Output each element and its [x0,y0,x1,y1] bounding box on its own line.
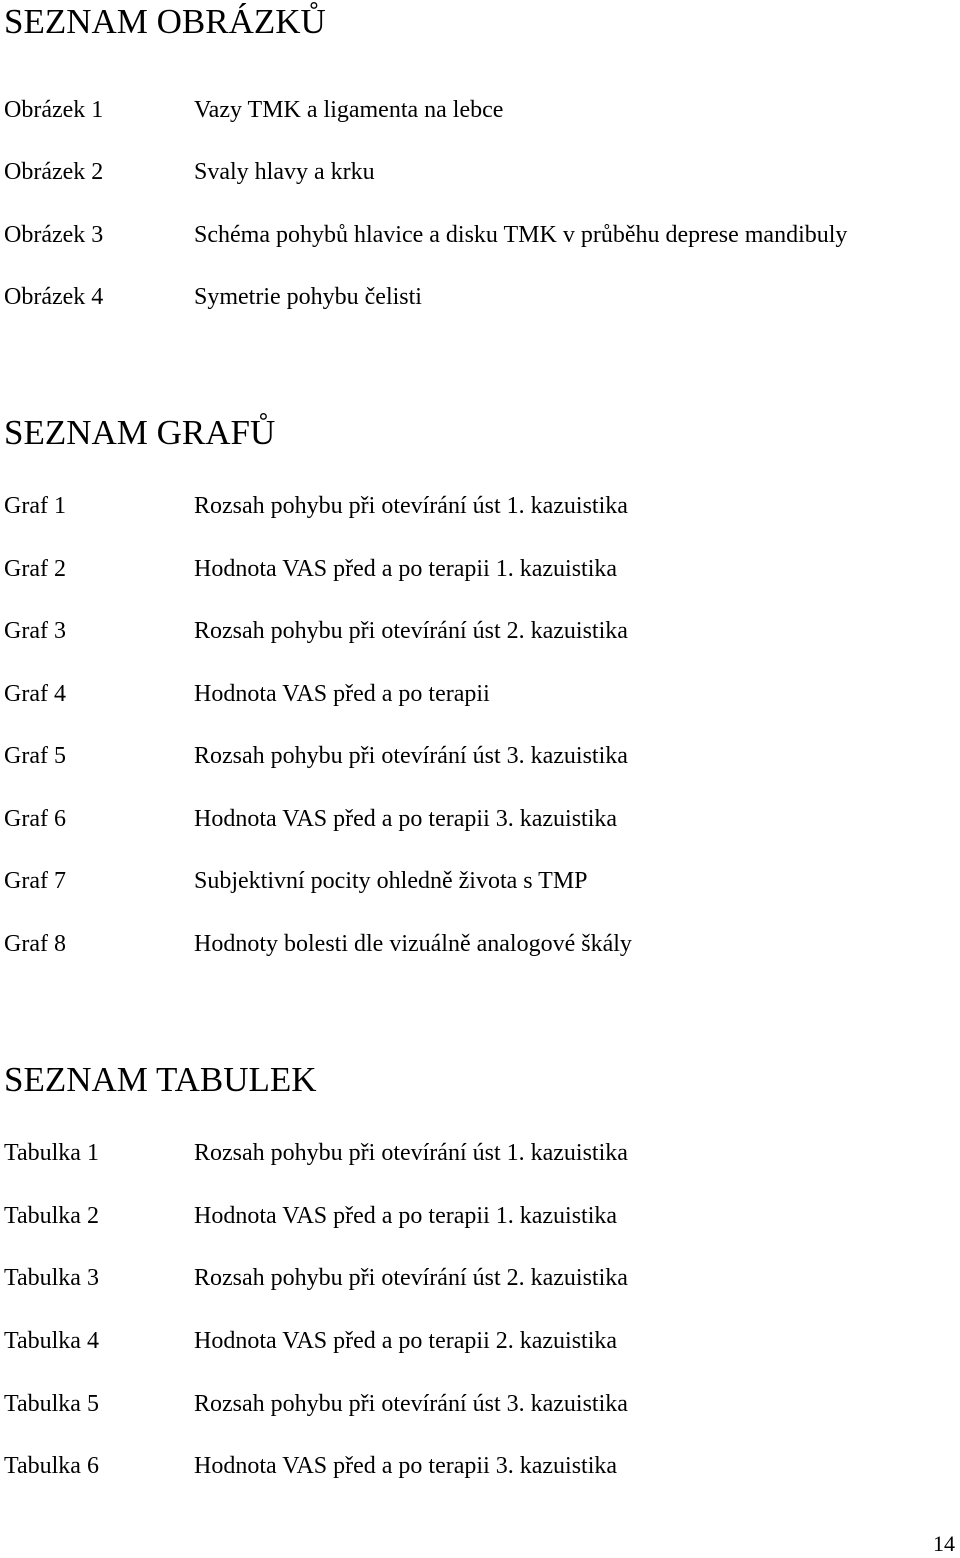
table-entry-5 [0,1388,960,1420]
table-entry-1 [0,1137,960,1169]
figure-title: Symetrie pohybu čelisti [194,284,422,310]
graph-label: Graf 1 [4,493,66,519]
graph-label: Graf 3 [4,618,66,644]
figure-title: Vazy TMK a ligamenta na lebce [194,97,504,123]
table-entry-6 [0,1450,960,1482]
figure-label: Obrázek 1 [4,97,104,123]
graph-entry-2 [0,553,960,585]
page-number: 14 [933,1531,955,1556]
table-label: Tabulka 6 [4,1453,99,1479]
graph-label: Graf 8 [4,931,66,957]
graph-entry-3 [0,615,960,647]
figure-entry-2 [0,156,960,188]
table-title: Hodnota VAS před a po terapii 1. kazuistika [194,1203,618,1229]
table-title: Hodnota VAS před a po terapii 3. kazuistika [194,1453,618,1479]
figure-title: Svaly hlavy a krku [194,159,375,185]
graph-label: Graf 5 [4,743,66,769]
figure-entry-3 [0,219,960,251]
graph-title: Hodnota VAS před a po terapii 1. kazuistika [194,556,618,582]
figure-entry-1 [0,94,960,126]
figures-heading: SEZNAM OBRÁZKŮ [4,2,326,41]
graph-label: Graf 6 [4,806,66,832]
table-title: Rozsah pohybu při otevírání úst 1. kazuistika [194,1140,628,1166]
tables-heading: SEZNAM TABULEK [4,1060,317,1099]
figure-title: Schéma pohybů hlavice a disku TMK v průběhu deprese mandibuly [194,222,848,248]
table-label: Tabulka 3 [4,1265,99,1291]
figure-label: Obrázek 3 [4,222,104,248]
graph-title: Rozsah pohybu při otevírání úst 2. kazuistika [194,618,628,644]
graphs-heading: SEZNAM GRAFŮ [4,413,276,452]
table-label: Tabulka 4 [4,1328,99,1354]
graph-title: Hodnota VAS před a po terapii 3. kazuistika [194,806,618,832]
table-title: Hodnota VAS před a po terapii 2. kazuistika [194,1328,618,1354]
graph-entry-1 [0,490,960,522]
graph-title: Rozsah pohybu při otevírání úst 1. kazuistika [194,493,628,519]
table-entry-3 [0,1262,960,1294]
graph-entry-7 [0,865,960,897]
graph-entry-5 [0,740,960,772]
table-title: Rozsah pohybu při otevírání úst 2. kazuistika [194,1265,628,1291]
figure-label: Obrázek 2 [4,159,104,185]
table-label: Tabulka 5 [4,1391,99,1417]
graph-label: Graf 4 [4,681,66,707]
graph-title: Hodnota VAS před a po terapii [194,681,490,707]
table-label: Tabulka 1 [4,1140,99,1166]
table-entry-2 [0,1200,960,1232]
graph-title: Hodnoty bolesti dle vizuálně analogové škály [194,931,632,957]
figure-entry-4 [0,281,960,313]
graph-label: Graf 2 [4,556,66,582]
graph-title: Subjektivní pocity ohledně života s TMP [194,868,588,894]
table-title: Rozsah pohybu při otevírání úst 3. kazuistika [194,1391,628,1417]
graph-entry-6 [0,803,960,835]
graph-label: Graf 7 [4,868,66,894]
table-entry-4 [0,1325,960,1357]
figure-label: Obrázek 4 [4,284,104,310]
graph-title: Rozsah pohybu při otevírání úst 3. kazuistika [194,743,628,769]
graph-entry-8 [0,928,960,960]
table-label: Tabulka 2 [4,1203,99,1229]
graph-entry-4 [0,678,960,710]
